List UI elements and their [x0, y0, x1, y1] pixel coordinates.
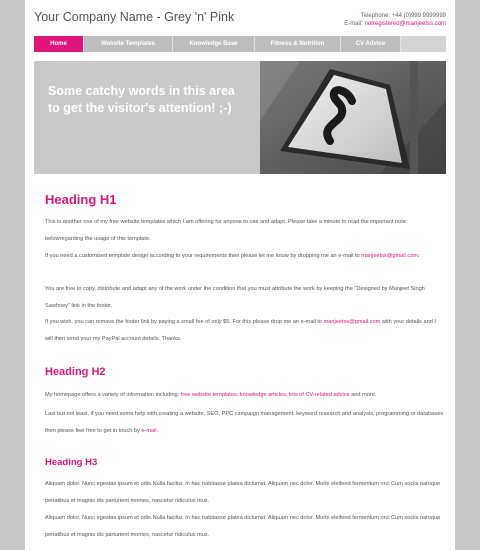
paragraph-text: If you wish, you can remove the footer link by paying a small fee of only $5. For this please drop me an e-mail to [45, 319, 323, 325]
paragraph-lorem-1: Aliquam dolor. Nunc egestas ipsum et odio.Nulla facilisi. In hac habitasse platea dictumst. Aliquam nec dolor. Morbi eleifend fermentum orci Cum sociis natoque penatibus et magnis dis parturient montes, nascetur ridiculus mus. [45, 481, 441, 504]
telephone-text: Telephone: +44 (0)999 9999999 [360, 13, 446, 19]
nav-item-cv-advice[interactable]: CV Advice [341, 36, 401, 52]
email-link[interactable]: manjeetss@gmail.com [323, 319, 381, 325]
nav-item-home[interactable]: Home [34, 36, 84, 52]
email-link[interactable]: manjeetss@gmail.com [361, 253, 418, 259]
paragraph-text: and more. [351, 392, 377, 398]
paragraph-text: . [156, 427, 159, 434]
heading-h1: Heading H1 [45, 192, 117, 207]
paragraph-homepage [45, 387, 445, 404]
paragraph-text: . [417, 253, 420, 259]
nav-item-knowledge-base[interactable]: Knowledge Base [173, 36, 255, 52]
main-navigation [34, 36, 446, 52]
heading-h3: Heading H3 [45, 457, 98, 468]
nav-item-fitness-nutrition[interactable]: Fitness & Nutrition [255, 36, 341, 52]
nav-item-website-templates[interactable]: Website Templates [84, 36, 173, 52]
paragraph-custom-design [45, 248, 445, 265]
contact-info [344, 12, 446, 28]
paragraph-footer-fee [45, 314, 445, 347]
main-content [45, 192, 445, 538]
email-line [344, 20, 446, 28]
paragraph-text: Last but not least, if you need some help with creating a website, SEO, PPC campaign management, keyword research and analysis, programming or databases then please feel free to get in touch by [45, 411, 443, 434]
email-label: E-mail: [344, 21, 365, 27]
paragraph-license: You are free to copy, distribute and adapt any of the work under the condition that you must attribute the work by keeping the "Designed by Manjeet Singh Sawhney" link in the footer. [45, 286, 425, 309]
company-logo-text[interactable]: Your Company Name - Grey 'n' Pink [34, 10, 235, 24]
header [25, 0, 455, 34]
paragraph-text: If you need a customised template design according to your requirements then please let me know by dropping me an e-mail to [45, 253, 360, 259]
email-link[interactable]: e-mail [141, 427, 157, 434]
email-link[interactable]: notregistered@manjeetss.com [364, 21, 446, 27]
hero-banner [34, 61, 446, 174]
homepage-links[interactable]: free website templates, knowledge articles, lots of CV-related advice [180, 392, 350, 398]
paragraph-intro: This is another one of my free website templates which I am offering for anyone to use and adapt. Please take a minute to read the important note belowregarding the usage of this template. [45, 219, 406, 242]
page-container [25, 0, 455, 550]
paragraph-help [45, 406, 445, 439]
paragraph-text: My homepage offers a variety of information including: [45, 392, 180, 398]
hero-headline: Some catchy words in this area to get the visitor's attention! ;-) [48, 84, 235, 115]
paragraph-text: with your details and I will then send your my PayPal account details. Thanks. [45, 319, 436, 342]
winding-road-sign-photo [260, 61, 446, 174]
paragraph-lorem-2: Aliquam dolor. Nunc egestas ipsum et odio.Nulla facilisi. In hac habitasse platea dictumst. Aliquam nec dolor. Morbi eleifend fermentum orci Cum sociis natoque penatibus et magnis dis parturient montes, nascetur ridiculus mus. [45, 515, 441, 538]
heading-h2: Heading H2 [45, 366, 106, 378]
